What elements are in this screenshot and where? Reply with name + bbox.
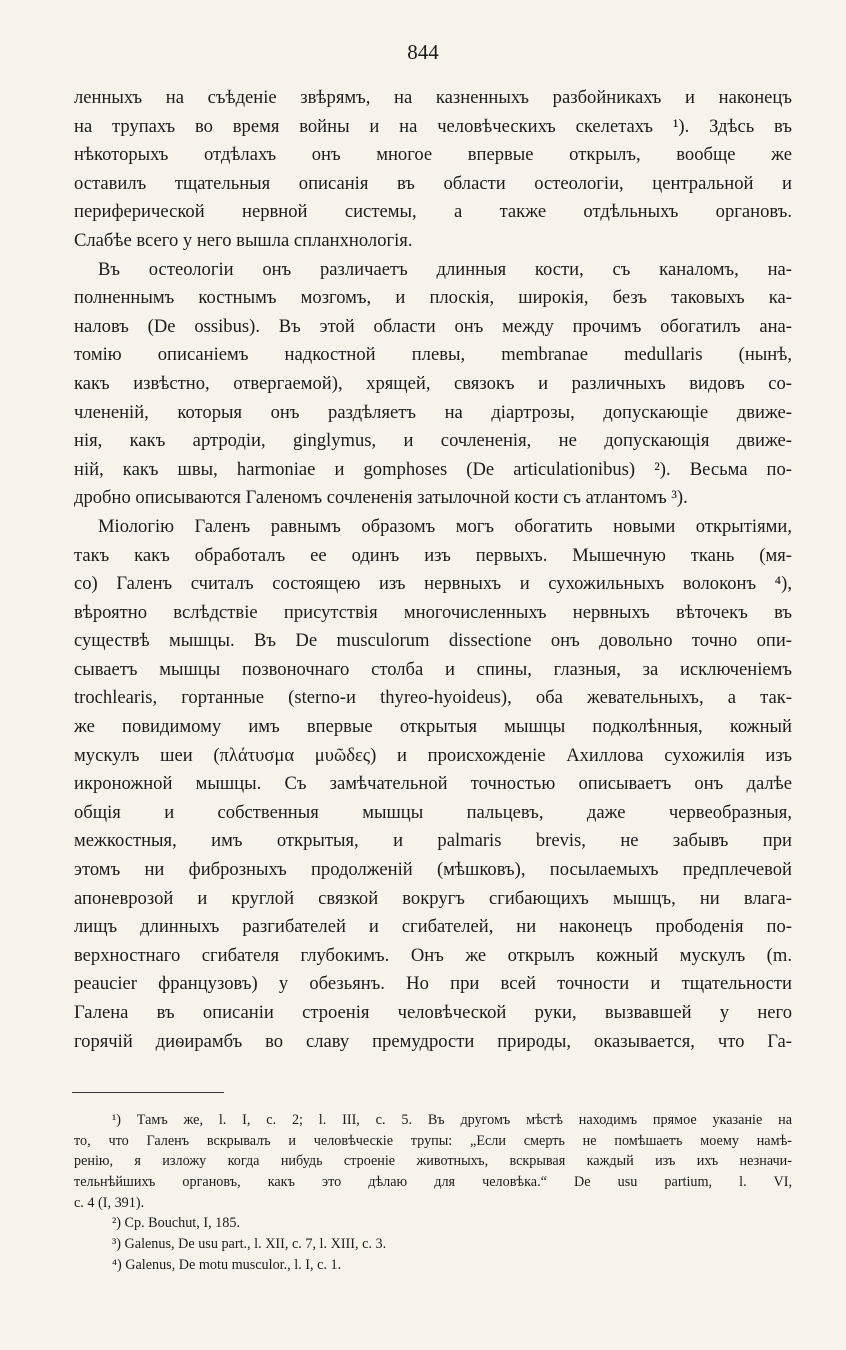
text-line: со) Галенъ считалъ состоящею изъ нервныхъ и сухожильныхъ волоконъ ⁴), — [74, 573, 792, 595]
text-line: на трупахъ во время войны и на человѣческихъ скелетахъ ¹). Здѣсь въ — [74, 115, 792, 137]
text-line: такъ какъ обработалъ ее одинъ изъ первыхъ. Мышечную ткань (мя- — [74, 544, 792, 566]
main-text — [74, 84, 792, 1056]
text-line: какъ извѣстно, отвергаемой), хрящей, связокъ и различныхъ видовъ со- — [74, 372, 792, 394]
text-line: горячій диѳирамбъ во славу премудрости природы, оказывается, что Га- — [74, 1030, 792, 1052]
text-line: верхностнаго сгибателя глубокимъ. Онъ же открылъ кожный мускулъ (m. — [74, 944, 792, 966]
text-line: нѣкоторыхъ отдѣлахъ онъ многое впервые открылъ, вообще же — [74, 144, 792, 166]
footnote-line: ²) Cp. Bouchut, I, 185. — [112, 1215, 240, 1232]
text-line: оставилъ тщательныя описанія въ области остеологіи, центральной и — [74, 172, 792, 194]
text-line: томію описаніемъ надкостной плевы, membranae medullaris (нынѣ, — [74, 344, 792, 366]
text-line: ленныхъ на съѣденіе звѣрямъ, на казненныхъ разбойникахъ и наконецъ — [74, 87, 792, 108]
footnote-line: ¹) Тамъ же, l. I, c. 2; l. III, c. 5. Въ другомъ мѣстѣ находимъ прямое указаніе на — [112, 1112, 792, 1128]
text-line: Въ остеологіи онъ различаетъ длинныя кости, съ каналомъ, на- — [98, 258, 792, 280]
footnotes — [74, 1110, 792, 1276]
footnote-line: ³) Galenus, De usu part., l. XII, c. 7, l. XIII, c. 3. — [112, 1236, 387, 1253]
text-line: общія и собственныя мышцы пальцевъ, даже червеобразныя, — [74, 801, 792, 823]
text-line: Міологію Галенъ равнымъ образомъ могъ обогатить новыми открытіями, — [98, 515, 792, 537]
text-line: peaucier французовъ) у обезьянъ. Но при всей точности и тщательности — [74, 973, 792, 995]
text-line: Галена въ описаніи строенія человѣческой руки, вызвавшей у него — [74, 1002, 792, 1023]
footnote-line: c. 4 (I, 391). — [74, 1194, 145, 1211]
text-line: нія, какъ артродіи, ginglymus, и сочлененія, не допускающія движе- — [74, 430, 792, 452]
text-line: апоневрозой и круглой связкой вокругъ сгибающихъ мышцъ, ни влага- — [74, 887, 792, 909]
page-number: 844 — [407, 40, 439, 64]
text-line: лищъ длинныхъ разгибателей и сгибателей, ни наконецъ прободенія по- — [74, 916, 792, 938]
footnote-line: тельнѣйшихъ органовъ, какъ это дѣлаю для человѣка.“ De usu partium, l. VI, — [74, 1174, 792, 1191]
text-line: межкостныя, имъ открытыя, и palmaris brevis, не забывъ при — [74, 830, 792, 852]
text-line: икроножной мышцы. Съ замѣчательной точностью описываетъ онъ далѣе — [74, 773, 792, 795]
text-line: мускулъ шеи (πλάτυσμα μυῶδες) и происхожденіе Ахиллова сухожилія изъ — [74, 744, 792, 766]
text-line: сываетъ мышцы позвоночнаго столба и спины, глазныя, за исключеніемъ — [74, 658, 792, 680]
text-line: полненнымъ костнымъ мозгомъ, и плоскія, широкія, безъ таковыхъ ка- — [74, 287, 792, 309]
text-line: этомъ ни фиброзныхъ продолженій (мѣшковъ), посылаемыхъ предплечевой — [74, 859, 792, 881]
text-line: члененій, которыя онъ раздѣляетъ на діартрозы, допускающіе движе- — [74, 401, 792, 423]
text-line: периферической нервной системы, а также отдѣльныхъ органовъ. — [74, 201, 792, 223]
footnote-line: ⁴) Galenus, De motu musculor., l. I, c. 1. — [112, 1256, 342, 1273]
footnote-line: ренію, я изложу когда нибудь строеніе животныхъ, вскрывая каждый изъ ихъ незначи- — [74, 1153, 792, 1170]
footnote-line: то, что Галенъ вскрывалъ и человѣческіе трупы: „Если смерть не помѣшаетъ моему намѣ- — [74, 1132, 792, 1149]
text-line: существѣ мышцы. Въ De musculorum dissectione онъ довольно точно опи- — [74, 630, 792, 652]
text-line: Слабѣе всего у него вышла спланхнологія. — [74, 229, 413, 251]
text-line: же повидимому имъ впервые открытыя мышцы подколѣнныя, кожный — [74, 716, 792, 738]
footnote-divider — [72, 1092, 224, 1093]
text-line: ній, какъ швы, harmoniae и gomphoses (De articulationibus) ²). Весьма по- — [74, 458, 792, 480]
text-line: trochlearis, гортанные (sterno-и thyreo-hyoideus), оба жевательныхъ, а так- — [74, 687, 792, 709]
text-line: дробно описываются Галеномъ сочлененія затылочной кости съ атлантомъ ³). — [74, 487, 688, 509]
text-line: вѣроятно вслѣдствіе присутствія многочисленныхъ нервныхъ вѣточекъ въ — [74, 601, 792, 623]
text-line: наловъ (De ossibus). Въ этой области онъ между прочимъ обогатилъ ана- — [74, 315, 792, 337]
